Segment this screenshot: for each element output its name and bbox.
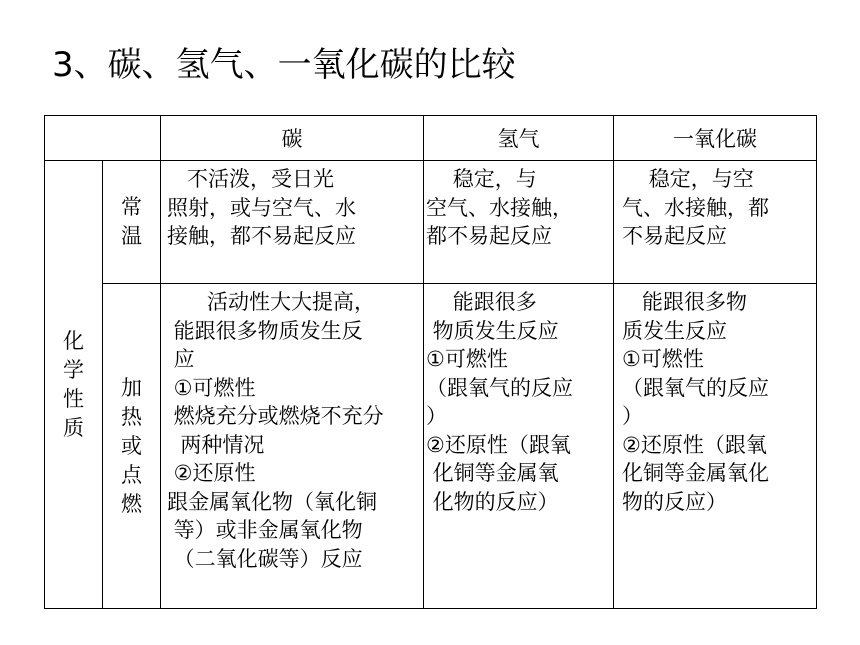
cell-text: 稳定，与空 气、水接触，都 不易起反应 xyxy=(622,167,769,248)
vertical-char: 化 xyxy=(63,328,84,353)
header-carbon-monoxide: 一氧化碳 xyxy=(614,116,817,161)
vertical-char: 或 xyxy=(121,433,142,458)
header-blank-cell xyxy=(45,116,161,161)
cell-text: 稳定，与 空气、水接触， 都不易起反应 xyxy=(426,167,573,248)
cell-text: 能跟很多物 质发生反应 ①可燃性 （跟氧气的反应 ） ②还原性（跟氧 化铜等金属氧化 物的反应） xyxy=(622,290,769,514)
header-hydrogen: 氢气 xyxy=(424,116,614,161)
slide-title: 3、碳、氢气、一氧化碳的比较 xyxy=(52,45,516,85)
row-group-label xyxy=(45,327,102,443)
cell-hydrogen-heating xyxy=(424,284,614,609)
header-carbon: 碳 xyxy=(161,116,424,161)
vertical-char: 学 xyxy=(63,357,84,382)
row-heating-or-ignition xyxy=(45,284,817,609)
cell-co-heating xyxy=(614,284,817,609)
vertical-char: 质 xyxy=(63,415,84,440)
vertical-char: 常 xyxy=(121,195,142,219)
row-label-room-temperature xyxy=(103,161,161,284)
vertical-char: 燃 xyxy=(121,491,142,516)
comparison-table xyxy=(44,115,817,609)
row-label xyxy=(103,374,160,519)
row-room-temperature xyxy=(45,161,817,284)
row-group-chemical-properties xyxy=(45,161,103,609)
vertical-char: 性 xyxy=(63,386,84,411)
cell-carbon-heating xyxy=(161,284,424,609)
cell-co-room-temperature xyxy=(614,161,817,284)
cell-text: 不活泼，受日光 照射，或与空气、水 接触，都不易起反应 xyxy=(167,167,356,248)
vertical-char: 点 xyxy=(121,462,142,487)
vertical-char: 热 xyxy=(121,404,142,429)
cell-carbon-room-temperature xyxy=(161,161,424,284)
vertical-char: 加 xyxy=(121,375,142,400)
cell-text: 能跟很多 物质发生反应 ①可燃性 （跟氧气的反应 ） ②还原性（跟氧 化铜等金属氧 化物的反应） xyxy=(426,290,573,514)
row-label xyxy=(103,193,160,251)
header-row xyxy=(45,116,817,161)
cell-text: 活动性大大提高， 能跟很多物质发生反 应 ①可燃性 燃烧充分或燃烧不充分 两种情况 ②还原性 跟金属氧化物（氧化铜 等）或非金属氧化物 （二氧化碳等）反应 xyxy=(167,290,384,571)
cell-hydrogen-room-temperature xyxy=(424,161,614,284)
vertical-char: 温 xyxy=(121,224,142,248)
row-label-heating-or-ignition xyxy=(103,284,161,609)
